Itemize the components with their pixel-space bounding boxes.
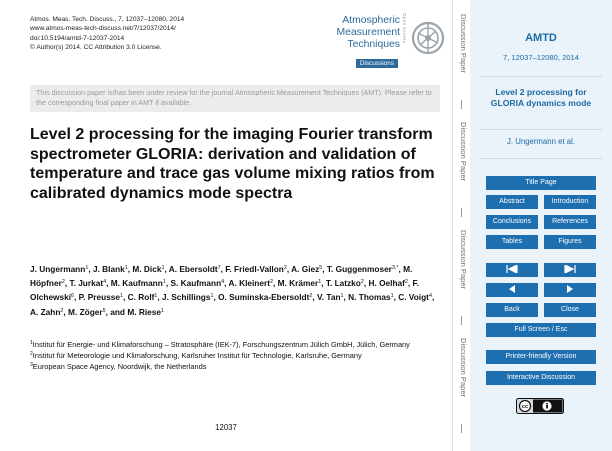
close-button[interactable]: Close [544,303,596,317]
author-name: M. Dick [132,264,162,274]
author-name: V. Tan [317,292,341,303]
prev-page-button[interactable] [486,283,538,297]
author-affiliation-mark: 5 [102,307,106,314]
author-name: A. Zahn [30,306,61,317]
author-name: T. Jurkat [69,278,104,289]
author-affiliation-mark: 1 [85,265,89,271]
author-affiliation-mark: 2 [360,279,364,286]
author-affiliation-mark: 2 [283,265,287,271]
author-affiliation-mark: 1 [340,293,344,300]
author-affiliation-mark: 1 [124,265,128,271]
journal-abbrev: AMTD [525,32,557,44]
discussion-paper-strip [452,0,470,451]
journal-logo [308,13,450,69]
divider [480,129,602,130]
license-line: © Author(s) 2014. CC Attribution 3.0 License. [30,44,162,52]
last-page-icon [564,265,576,273]
affiliation-1: $^1$Institut für Energie- und Klimaforschung – Stratosphäre (IEK-7), Forschungszentrum Jülich GmbH, Jülich, Germany [30,340,410,349]
author-name: J. Ungermann [30,264,86,274]
prev-arrow-icon [508,285,516,293]
strip-separator [461,100,462,109]
conclusions-button[interactable]: Conclusions [486,215,538,229]
author-name: M. Riese [127,306,161,317]
printer-friendly-button[interactable]: Printer-friendly Version [486,350,596,364]
author-affiliation-mark: 1 [162,279,166,286]
affiliation-3: $^3$European Space Agency, Noordwijk, the Netherlands [30,361,207,371]
author-name: C. Rolf [127,292,155,303]
globe-icon [410,19,446,57]
author-name: M. Zöger [68,306,103,317]
author-name: C. Voigt [398,292,429,303]
logo-line-3: Techniques [347,39,400,50]
author-affiliation-mark: 2 [404,279,408,286]
author-affiliation-mark: 2 [309,293,313,300]
divider [480,76,602,77]
interactive-discussion-button[interactable]: Interactive Discussion [486,371,596,385]
author-affiliation-mark: 2 [60,307,64,314]
back-button[interactable]: Back [486,303,538,317]
author-name: N. Thomas [348,292,391,303]
abstract-button[interactable]: Abstract [486,195,538,209]
author-name: S. Kaufmann [170,278,222,289]
author-list: J. Ungermann$^1$, J. Blank$^1$, M. Dick$^1$, A. Ebersoldt$^7$, F. Friedl-Vallon$^2$, A. Giez$^5$, T. Guggenmoser$^{3,*}$, M. Höpfner$^2$, T. Jurkat$^4$, M. Kaufmann$^1$, S. Kaufmann$^4$, A. Kleinert$^2$, M. Krämer$^1$, T. Latzko$^2$, H. Oelhaf$^2$, F. Olchewski$^6$, P. Preusse$^1$, C. Rolf$^1$, J. Schillings$^1$, O. Suminska-Ebersoldt$^2$, V. Tan$^1$, N. Thomas$^1$, C. Voigt$^4$, A. Zahn$^2$, M. Zöger$^5$, and M. Riese$^1$ [30,264,435,317]
author-affiliation-mark: 2 [269,279,273,286]
next-page-button[interactable] [544,283,596,297]
logo-line-2: Measurement [336,27,400,38]
logo-text [308,15,400,51]
strip-separator [461,208,462,217]
paper-title: Level 2 processing for the imaging Fourier transform spectrometer GLORIA: derivation and validation of temperature and trace gas volume mixing ratios from calibrated dynamics mode spectra [30,126,435,202]
first-page-button[interactable] [486,263,538,277]
journal-reference: 7, 12037–12080, 2014 [502,53,579,62]
author-name: J. Blank [92,264,125,274]
strip-label-3: Discussion Paper [459,230,468,290]
author-affiliation-mark: 4 [221,279,225,286]
author-name: A. Ebersoldt [168,264,218,274]
author-affiliation-mark: 1 [210,293,214,300]
sidebar-authors: J. Ungermann et al. [506,137,576,146]
navigation-sidebar [470,0,612,451]
strip-separator [461,424,462,433]
strip-label-1: Discussion Paper [459,14,468,74]
references-button[interactable]: References [544,215,596,229]
strip-separator [461,316,462,325]
author-name: T. Guggenmoser [326,264,392,274]
author-affiliation-mark: 7 [217,265,221,271]
citation-meta [30,15,184,53]
page-number: 12037 [215,423,237,432]
author-name: M. Höpfner [30,264,413,289]
logo-line-1: Atmospheric [342,15,400,26]
author-name: J. Schillings [162,292,211,303]
author-affiliation-mark: 2 [61,279,65,286]
author-affiliation-mark: 1 [390,293,394,300]
fullscreen-button[interactable]: Full Screen / Esc [486,323,596,337]
logo-subtitle: Discussions [342,59,398,68]
title-page-button[interactable]: Title Page [486,176,596,190]
author-affiliation-mark: 1 [161,265,165,271]
author-name: O. Suminska-Ebersoldt [218,292,310,303]
author-affiliation-mark: 4 [103,279,107,286]
open-access-label: Open Access [402,13,407,44]
author-affiliation-mark: 1 [160,307,164,314]
author-name: H. Oelhaf [368,278,405,289]
first-page-icon [506,265,518,273]
author-name: F. Friedl-Vallon [225,264,284,274]
author-name: F. Olchewski [30,278,419,303]
author-affiliation-mark: 4 [428,293,432,300]
strip-label-2: Discussion Paper [459,122,468,182]
author-affiliation-mark: 1 [120,293,124,300]
next-arrow-icon [566,285,574,293]
author-name: M. Krämer [277,278,319,289]
cc-license-icon[interactable] [516,398,564,414]
author-name: A. Kleinert [228,278,270,289]
tables-button[interactable]: Tables [486,235,538,249]
last-page-button[interactable] [544,263,596,277]
author-name: M. Kaufmann [110,278,163,289]
affiliation-2: $^2$Institut für Meteorologie und Klimaforschung, Karlsruher Institut für Technologie, Karlsruhe, Germany [30,350,362,360]
review-notice: This discussion paper is/has been under review for the journal Atmospheric Measurement Techniques (AMT). Please refer to the corresponding final paper in AMT if available. [30,85,440,112]
author-affiliation-mark: 5 [319,265,323,271]
author-name: A. Giez [291,264,320,274]
author-name: T. Latzko [325,278,361,289]
doi-line[interactable]: doi:10.5194/amtd-7-12037-2014 [30,34,125,42]
author-affiliation-mark: 3,* [391,265,399,271]
strip-label-4: Discussion Paper [459,338,468,398]
figures-button[interactable]: Figures [544,235,596,249]
author-affiliation-mark: 6 [71,293,75,300]
author-name: P. Preusse [78,292,121,303]
author-affiliation-mark: 1 [318,279,322,286]
url-line[interactable]: www.atmos-meas-tech-discuss.net/7/12037/2014/ [30,25,176,33]
sidebar-short-title: Level 2 processing for GLORIA dynamics mode [490,87,592,108]
divider [480,158,602,159]
affiliations [30,340,440,372]
authors-and: and [107,306,128,317]
introduction-button[interactable]: Introduction [544,195,596,209]
svg-text:cc: cc [521,404,529,411]
author-affiliation-mark: 1 [154,293,158,300]
citation-line: Atmos. Meas. Tech. Discuss., 7, 12037–12080, 2014 [30,16,185,23]
